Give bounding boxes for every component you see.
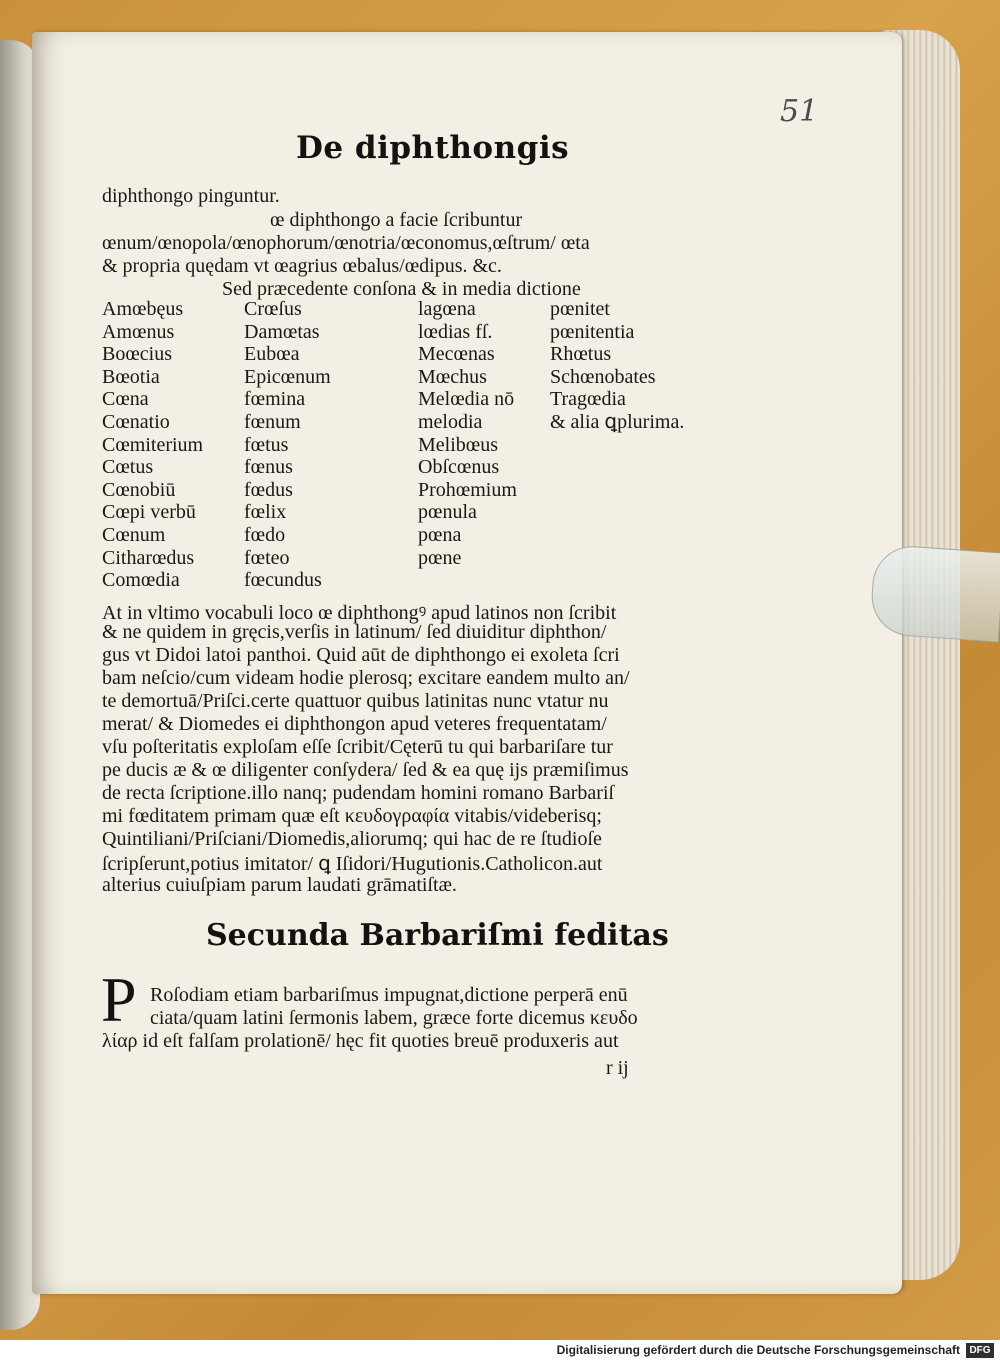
- text-line: gus vt Didoi latoi panthoi. Quid aūt de diphthongo ei exoleta ſcri: [102, 644, 620, 666]
- list-item: lagœna: [418, 298, 476, 320]
- list-item: fœtus: [244, 433, 289, 456]
- list-item: fœdus: [244, 478, 293, 501]
- text-line: Sed præcedente conſona & in media dictione: [222, 278, 581, 300]
- text-line: alterius cuiuſpiam parum laudati grāmatiſtæ.: [102, 874, 457, 896]
- signature-mark: r ĳ: [606, 1057, 629, 1079]
- list-item: Prohœmium: [418, 478, 517, 501]
- list-item: fœdo: [244, 523, 286, 546]
- text-line: At in vltimo vocabuli loco œ diphthongꝰ apud latinos non ſcribit: [102, 602, 617, 624]
- text-line: Roſodiam etiam barbariſmus impugnat,dictione perperā enū: [150, 984, 628, 1006]
- text-line: ſcripſerunt,potius imitator/ ꝗ Iſidori/Hugutionis.Catholicon.aut: [102, 853, 603, 875]
- list-item: Amœnus: [102, 320, 175, 343]
- list-item: pœnitentia: [550, 320, 635, 343]
- list-item: Amœbęus: [102, 298, 184, 320]
- text-line: Quintiliani/Priſciani/Diomedis,aliorumq; qui hac de re ſtudioſe: [102, 828, 602, 850]
- list-item: fœnus: [244, 456, 293, 479]
- list-item: Damœtas: [244, 320, 320, 343]
- list-item: Cœnobiū: [102, 478, 176, 501]
- text-line: mi fœditatem primam quæ eſt κευδογραφία vitabis/videberisq;: [102, 805, 602, 827]
- word-column-3: [418, 298, 517, 569]
- list-item: pœne: [418, 546, 462, 569]
- list-item: Melœdia nō: [418, 388, 515, 411]
- list-item: Cœnum: [102, 523, 166, 546]
- list-item: Comœdia: [102, 569, 180, 592]
- list-item: Eubœa: [244, 343, 300, 366]
- list-item: Cœtus: [102, 456, 154, 479]
- list-item: Tragœdia: [550, 388, 626, 411]
- list-item: Melibœus: [418, 433, 498, 456]
- text-line: λίαρ id eſt falſam prolationē/ hęc fit quoties breuē produxeris aut: [102, 1030, 619, 1052]
- list-item: & alia ꝗplurima.: [550, 410, 685, 433]
- list-item: lœdias fſ.: [418, 320, 493, 343]
- page-heading: De diphthongis: [296, 130, 570, 166]
- list-item: Cœpi verbū: [102, 501, 196, 524]
- dfg-logo: DFG: [966, 1343, 994, 1358]
- list-item: fœcundus: [244, 569, 322, 592]
- text-line: de recta ſcriptione.illo nanq; pudendam homini romano Barbariſ: [102, 782, 615, 804]
- list-item: Crœſus: [244, 298, 302, 320]
- list-item: Boœcius: [102, 343, 172, 366]
- word-column-1: [102, 298, 203, 592]
- text-line: ciata/quam latini ſermonis labem, græce forte dicemus κευδο: [150, 1007, 638, 1029]
- drop-cap: P: [101, 964, 137, 1035]
- text-line: merat/ & Diomedes ei diphthongon apud veteres frequentatam/: [102, 713, 607, 735]
- section-heading: Secunda Barbariſmi feditas: [206, 918, 669, 953]
- list-item: Cœnatio: [102, 410, 170, 433]
- text-line: pe ducis æ & œ diligenter conſydera/ ſed & ea quę ĳs præmiſimus: [102, 759, 629, 781]
- folio-number: 51: [780, 94, 819, 129]
- list-item: pœnula: [418, 501, 477, 524]
- list-item: fœlix: [244, 501, 287, 524]
- list-item: fœnum: [244, 410, 301, 433]
- list-item: Schœnobates: [550, 365, 656, 388]
- list-item: Mecœnas: [418, 343, 495, 366]
- list-item: Obſcœnus: [418, 456, 500, 479]
- list-item: melodia: [418, 410, 483, 433]
- list-item: pœna: [418, 523, 462, 546]
- word-column-4: [550, 298, 684, 434]
- text-line: te demortuā/Priſci.certe quattuor quibus latinitas nunc vtatur nu: [102, 690, 609, 712]
- list-item: fœteo: [244, 546, 290, 569]
- list-item: Bœotia: [102, 365, 160, 388]
- text-line: vſu poſteritatis exploſam eſſe ſcribit/Cęterū tu qui barbariſare tur: [102, 736, 613, 758]
- text-line: œ diphthongo a facie ſcribuntur: [270, 209, 523, 231]
- footer-credit: Digitalisierung gefördert durch die Deutsche Forschungsgemeinschaft: [556, 1343, 960, 1357]
- list-item: fœmina: [244, 388, 306, 411]
- list-item: Cœna: [102, 388, 149, 411]
- list-item: Mœchus: [418, 365, 487, 388]
- list-item: Cœmiterium: [102, 433, 204, 456]
- plastic-clip: [869, 544, 1000, 643]
- word-column-2: [244, 298, 331, 592]
- text-line: œnum/œnopola/œnophorum/œnotria/œconomus,œſtrum/ œta: [102, 232, 590, 254]
- list-item: Rhœtus: [550, 343, 612, 366]
- text-line: & ne quidem in gręcis,verſis in latinum/ ſed diuiditur diphthon/: [102, 621, 607, 643]
- text-line: diphthongo pinguntur.: [102, 185, 280, 207]
- list-item: Citharœdus: [102, 546, 195, 569]
- text-line: bam neſcio/cum videam hodie plerosq; excitare eandem multo an/: [102, 667, 630, 689]
- list-item: pœnitet: [550, 298, 610, 320]
- footer-bar: [0, 1340, 1000, 1362]
- list-item: Epicœnum: [244, 365, 331, 388]
- text-line: & propria quędam vt œagrius œbalus/œdipus. &c.: [102, 255, 502, 277]
